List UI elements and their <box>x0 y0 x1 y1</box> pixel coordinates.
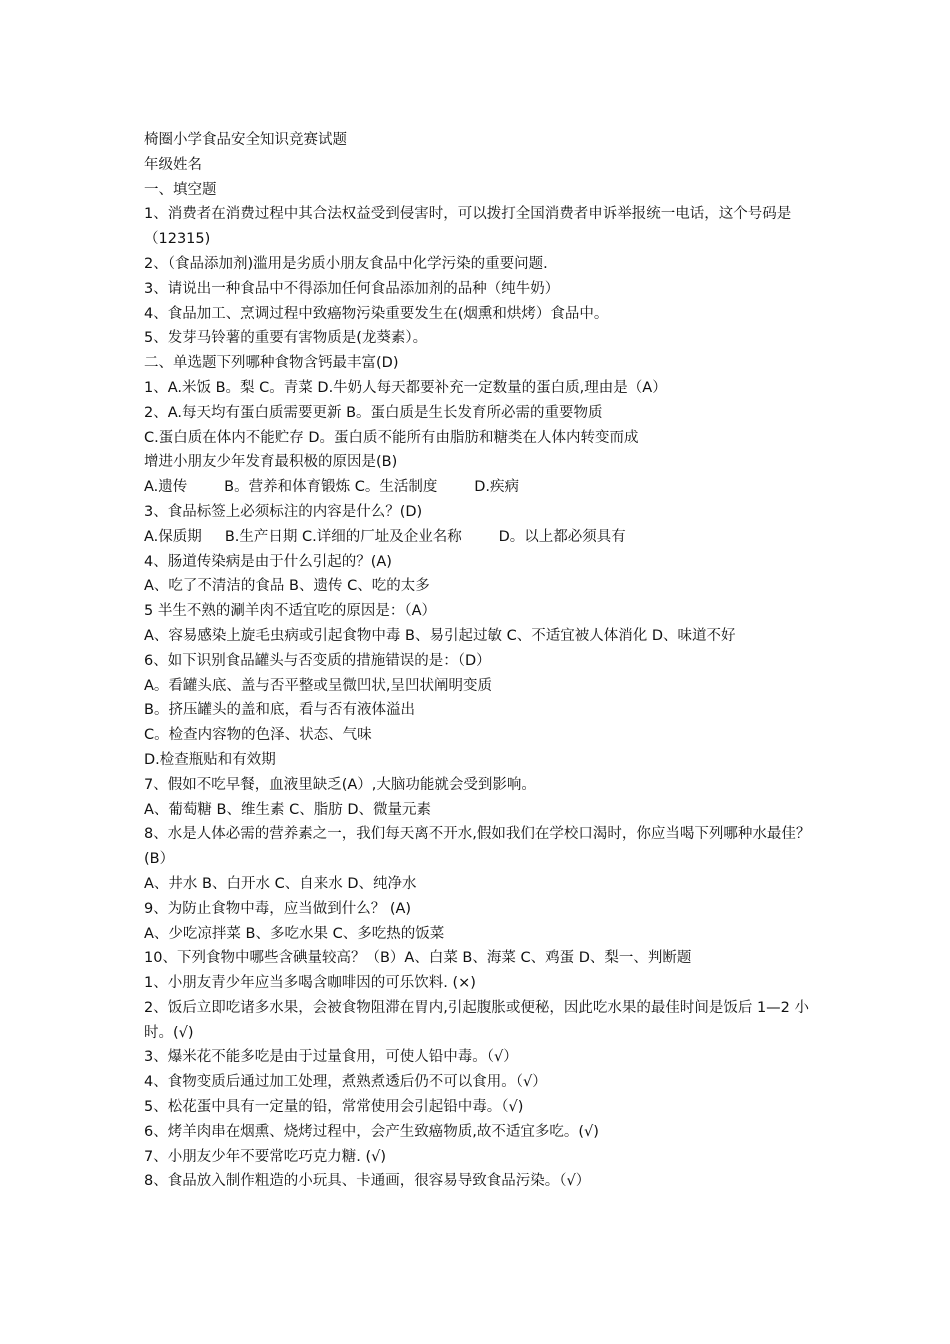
document-line: D.检查瓶贴和有效期 <box>144 751 276 768</box>
document-line: A、少吃凉拌菜 B、多吃水果 C、多吃热的饭菜 <box>144 925 445 942</box>
document-line: A.遗传 B。营养和体育锻炼 C。生活制度 D.疾病 <box>144 479 519 496</box>
document-line: A、容易感染上旋毛虫病或引起食物中毒 B、易引起过敏 C、不适宜被人体消化 D、味道不好 <box>144 627 736 644</box>
document-line: 1、消费者在消费过程中其合法权益受到侵害时，可以拨打全国消费者申诉举报统一电话，这个号码是（12315) <box>144 206 792 248</box>
document-line: A、吃了不清洁的食品 B、遗传 C、吃的太多 <box>144 578 430 595</box>
document-line: 6、烤羊肉串在烟熏、烧烤过程中，会产生致癌物质,故不适宜多吃。(√) <box>144 1123 599 1140</box>
document-line: 3、爆米花不能多吃是由于过量食用，可使人铅中毒。（√） <box>144 1049 518 1066</box>
document-line: 二、单选题下列哪种食物含钙最丰富(D) <box>144 355 399 372</box>
document-line: 3、请说出一种食品中不得添加任何食品添加剂的品种（纯牛奶） <box>144 280 560 297</box>
document-line: 8、水是人体必需的营养素之一，我们每天离不开水,假如我们在学校口渴时，你应当喝下列哪种水最佳？(B） <box>144 826 811 868</box>
document-line: 2、A.每天均有蛋白质需要更新 B。蛋白质是生长发育所必需的重要物质 <box>144 404 603 421</box>
document-line: C.蛋白质在体内不能贮存 D。蛋白质不能所有由脂肪和糖类在人体内转变而成 <box>144 429 639 446</box>
document-lines <box>144 153 814 1194</box>
document-line: A.保质期 B.生产日期 C.详细的厂址及企业名称 D。以上都必须具有 <box>144 528 626 545</box>
document-line: 2、饭后立即吃诸多水果，会被食物阻滞在胃内,引起腹胀或便秘，因此吃水果的最佳时间是饭后 1—2 小时。(√) <box>144 999 809 1041</box>
document-line: 1、A.米饭 B。梨 C。青菜 D.牛奶人每天都要补充一定数量的蛋白质,理由是（A） <box>144 379 667 396</box>
document-line: A、井水 B、白开水 C、自来水 D、纯净水 <box>144 875 417 892</box>
document-line: 3、食品标签上必须标注的内容是什么？(D) <box>144 503 423 520</box>
document-line: 2、（食品添加剂)滥用是劣质小朋友食品中化学污染的重要问题. <box>144 255 548 272</box>
document-line: A、葡萄糖 B、维生素 C、脂肪 D、微量元素 <box>144 801 431 818</box>
document-title: 椅圈小学食品安全知识竞赛试题 <box>144 132 347 148</box>
document-line: 年级姓名 <box>144 156 202 173</box>
document-body <box>144 128 814 1194</box>
document-line: 10、下列食物中哪些含碘量较高？（B）A、白菜 B、海菜 C、鸡蛋 D、梨一、判断题 <box>144 950 692 967</box>
document-line: 1、小朋友青少年应当多喝含咖啡因的可乐饮料. (×) <box>144 975 476 992</box>
document-line: A。看罐头底、盖与否平整或呈微凹状,呈凹状阐明变质 <box>144 677 493 694</box>
document-line: 5、发芽马铃薯的重要有害物质是(龙葵素）。 <box>144 330 428 347</box>
document-line: 6、如下识别食品罐头与否变质的措施错误的是：（D） <box>144 652 491 669</box>
document-line: 4、食物变质后通过加工处理，煮熟煮透后仍不可以食用。（√） <box>144 1074 547 1091</box>
document-line: 9、为防止食物中毒，应当做到什么？ (A) <box>144 900 412 917</box>
document-line: 4、食品加工、烹调过程中致癌物污染重要发生在(烟熏和烘烤）食品中。 <box>144 305 609 322</box>
document-line: 5 半生不熟的涮羊肉不适宜吃的原因是：（A） <box>144 603 437 620</box>
document-line: B。挤压罐头的盖和底，看与否有液体溢出 <box>144 702 415 719</box>
document-line: 7、小朋友少年不要常吃巧克力糖. (√) <box>144 1148 386 1165</box>
document-line: 5、松花蛋中具有一定量的铅，常常使用会引起铅中毒。（√) <box>144 1099 524 1116</box>
document-line: 一、填空题 <box>144 181 217 198</box>
document-line: 4、肠道传染病是由于什么引起的？(A) <box>144 553 392 570</box>
document-line: 7、假如不吃早餐，血液里缺乏(A）,大脑功能就会受到影响。 <box>144 776 536 793</box>
document-line: 8、食品放入制作粗造的小玩具、卡通画，很容易导致食品污染。（√） <box>144 1173 591 1190</box>
document-line: C。检查内容物的色泽、状态、气味 <box>144 727 372 744</box>
document-line: 增进小朋友少年发育最积极的原因是(B) <box>144 454 398 471</box>
